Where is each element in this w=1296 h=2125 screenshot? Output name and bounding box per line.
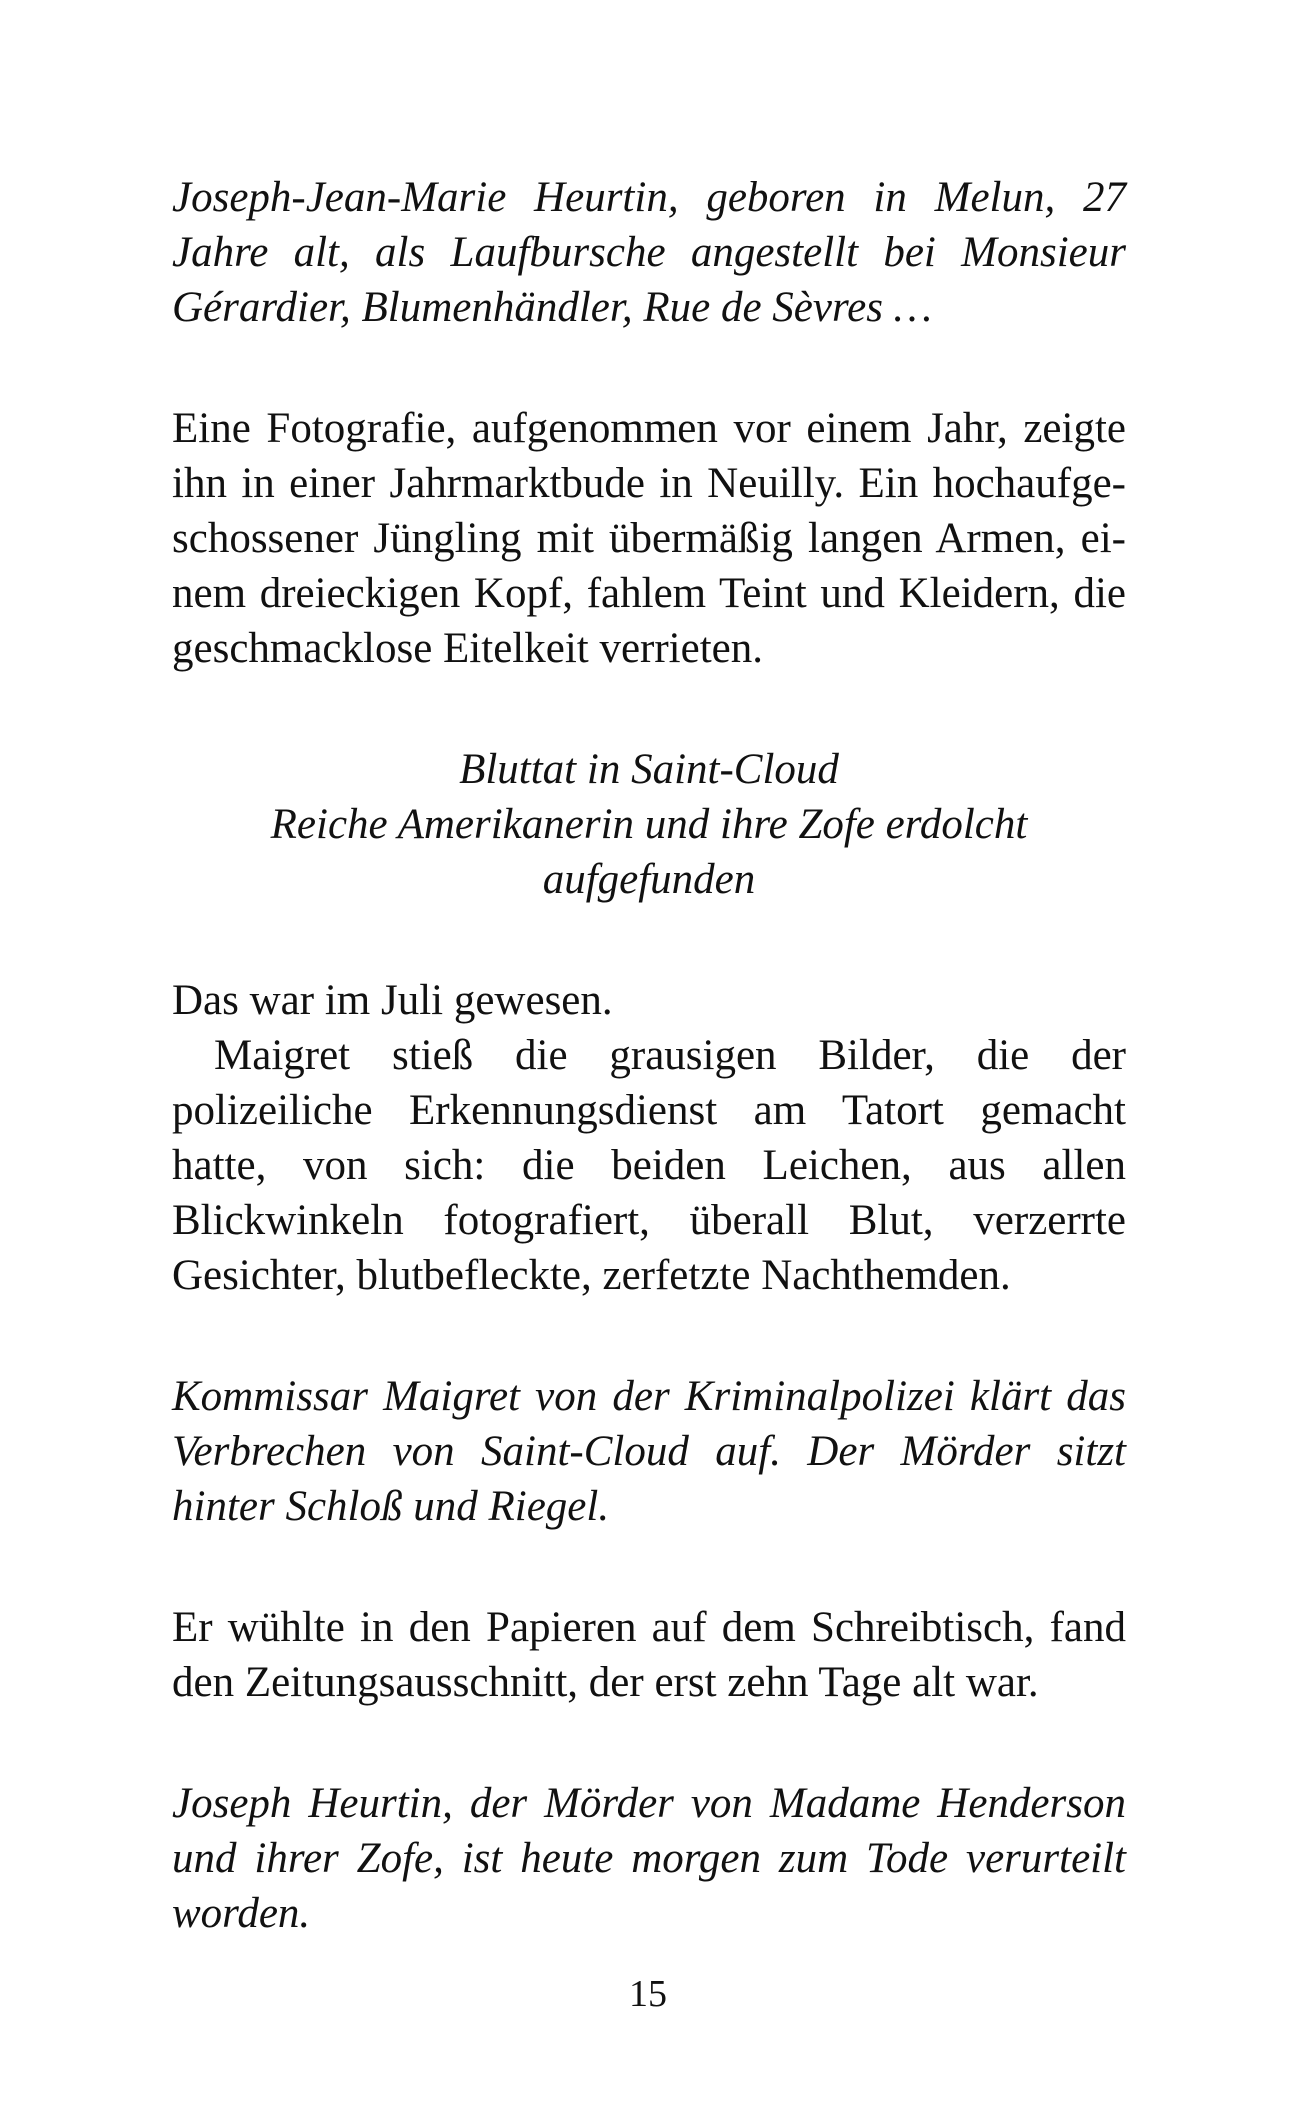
paragraph-maigret-photos: Maigret stieß die grausigen Bilder, die der polizeiliche Erkennungsdienst am Tatort gemacht hatte, von sich: die beiden Leichen, aus allen Blickwinkeln fotografiert, überall Blut, verzerrte Gesichter, blutbefleckte, zerfetzte Nachthemden. [172, 1032, 1126, 1299]
headline-line-1: Bluttat in Saint-Cloud [459, 746, 839, 793]
newspaper-quote-maigret-solves: Kommissar Maigret von der Kriminalpolizei klärt das Verbrechen von Saint-Cloud auf. Der Mörder sitzt hinter Schloß und Riegel. [172, 1373, 1126, 1530]
newspaper-quote-verdict: Joseph Heurtin, der Mörder von Madame Henderson und ihrer Zofe, ist heute morgen zum Tode verurteilt worden. [172, 1780, 1126, 1937]
page-body [172, 170, 1126, 1941]
paragraph-july: Das war im Juli gewesen. [172, 977, 613, 1024]
paragraph-papers: Er wühlte in den Papieren auf dem Schreibtisch, fand den Zeitungsausschnitt, der erst zehn Tage alt war. [172, 1604, 1126, 1706]
page-number: 15 [629, 1973, 667, 2015]
newspaper-quote-heurtin-identity: Joseph-Jean-Marie Heurtin, geboren in Melun, 27 Jahre alt, als Laufbursche angestellt bei Monsieur Gérardier, Blumenhändler, Rue de Sèvres … [172, 174, 1126, 331]
newspaper-headline [172, 742, 1126, 907]
headline-line-2: Reiche Amerikanerin und ihre Zofe erdolcht aufgefunden [270, 801, 1028, 903]
paragraph-photograph: Eine Fotografie, aufgenommen vor einem Jahr, zeigte ihn in einer Jahrmarktbude in Neuilly. Ein hochaufgeschossener Jüngling mit übermäßig langen Armen, einem dreieckigen Kopf, fahlem Teint und Kleidern, die geschmacklose Eitelkeit verrieten. [172, 405, 1126, 672]
